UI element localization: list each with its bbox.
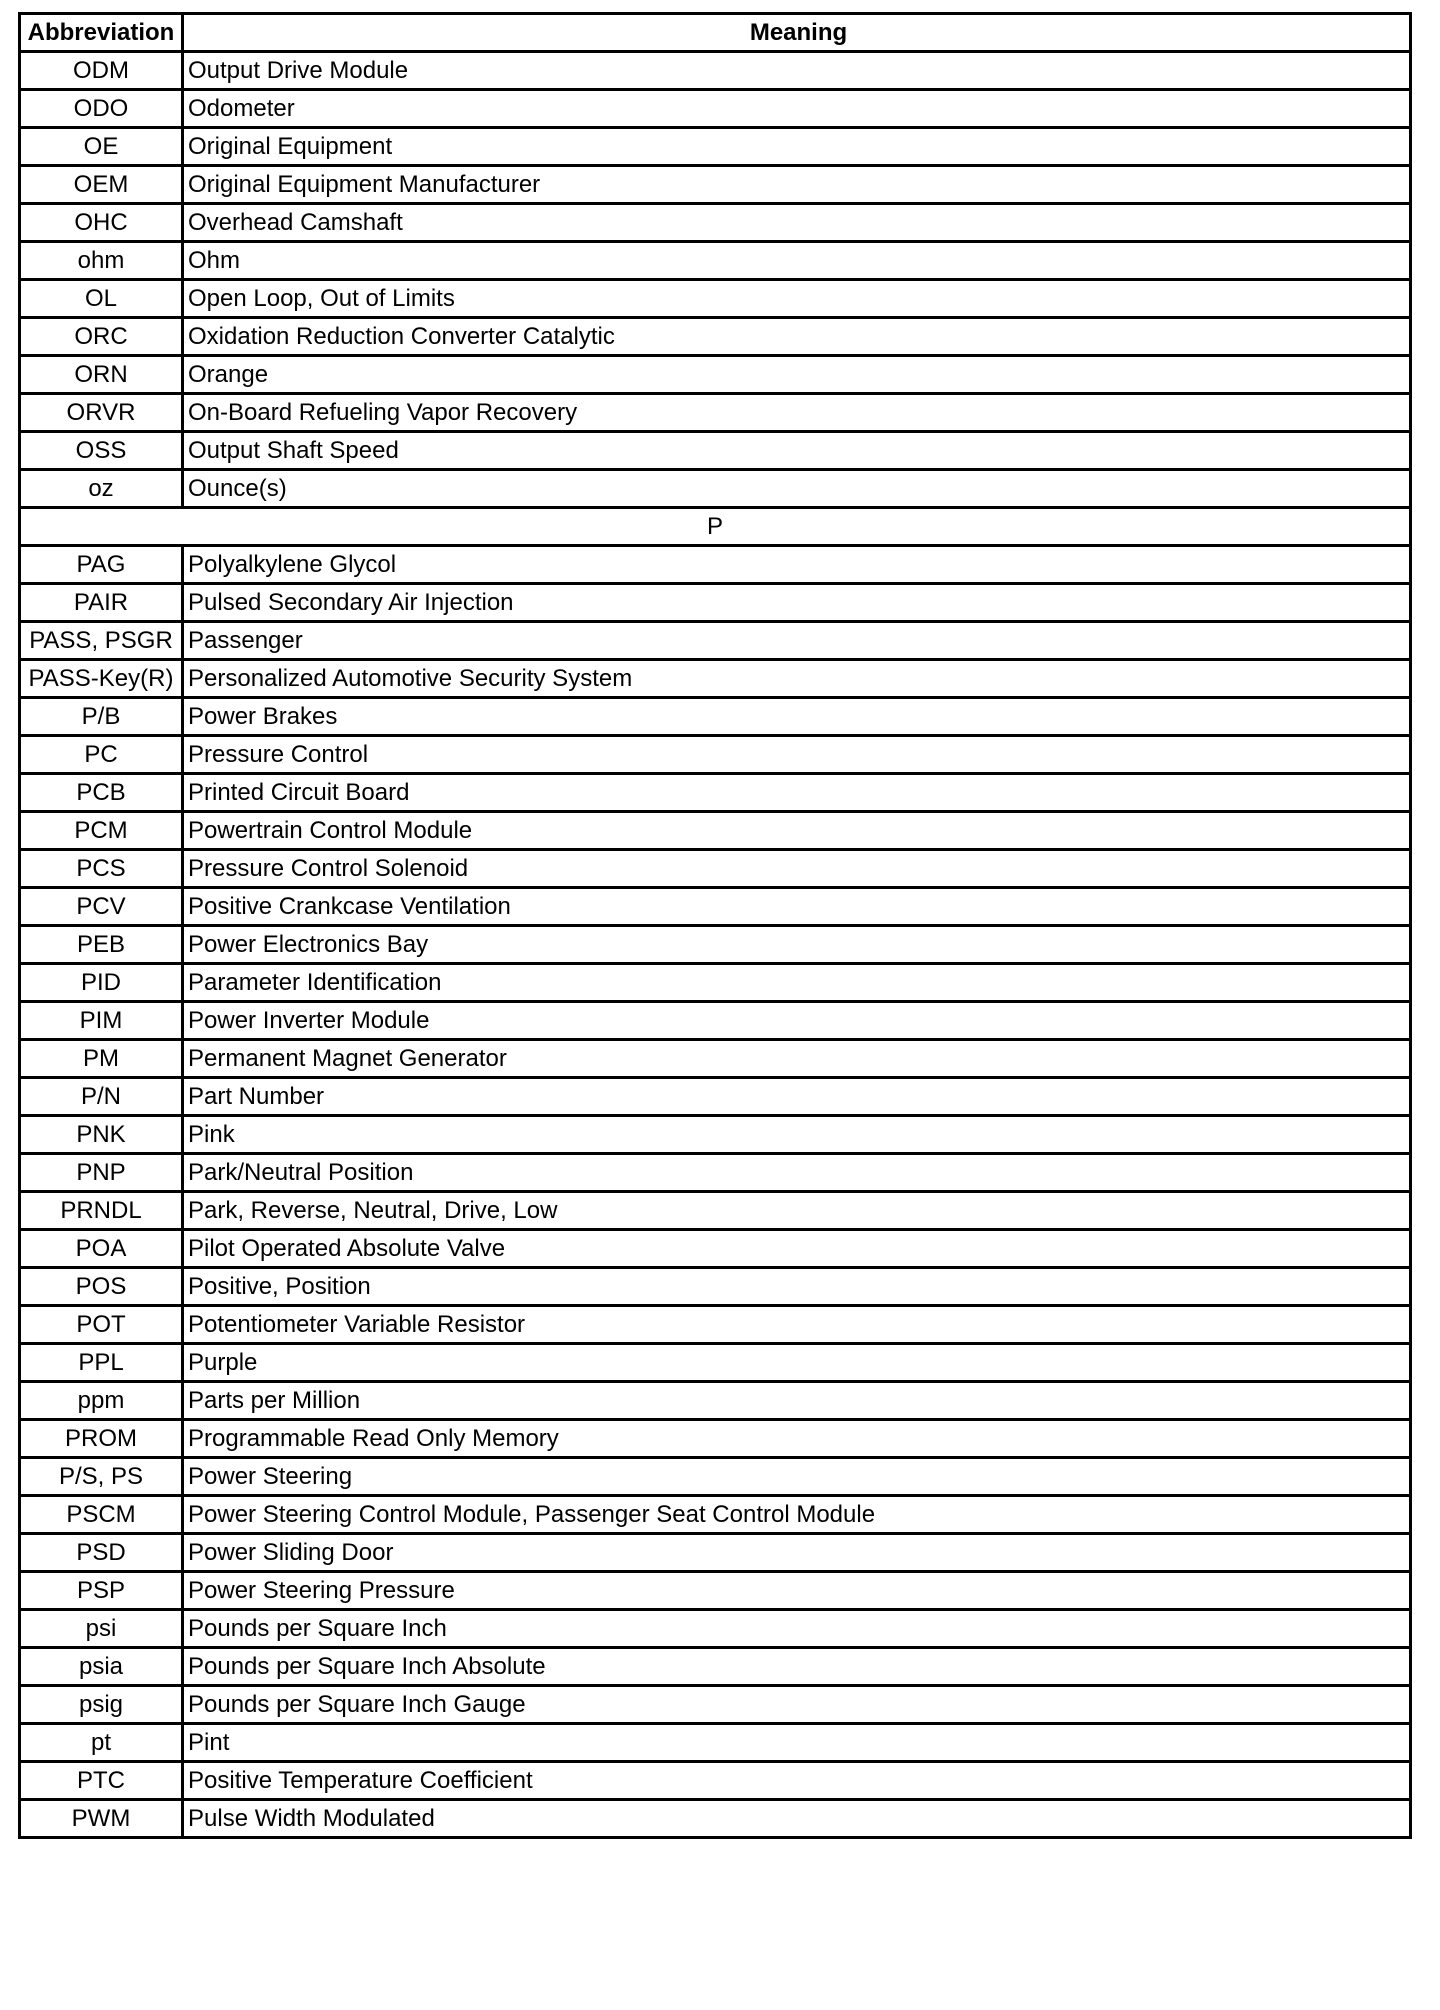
meaning-cell: Power Brakes — [183, 698, 1411, 736]
abbreviation-cell: PPL — [20, 1344, 183, 1382]
table-row — [20, 1420, 1411, 1458]
table-row — [20, 394, 1411, 432]
meaning-cell: Parameter Identification — [183, 964, 1411, 1002]
meaning-cell: Potentiometer Variable Resistor — [183, 1306, 1411, 1344]
meaning-cell: Power Steering — [183, 1458, 1411, 1496]
abbreviation-cell: PCV — [20, 888, 183, 926]
abbreviation-cell: psi — [20, 1610, 183, 1648]
abbreviation-cell: PCM — [20, 812, 183, 850]
table-row — [20, 128, 1411, 166]
table-row — [20, 1154, 1411, 1192]
meaning-cell: Park/Neutral Position — [183, 1154, 1411, 1192]
meaning-cell: Pulse Width Modulated — [183, 1800, 1411, 1838]
abbreviation-cell: ppm — [20, 1382, 183, 1420]
table-row — [20, 926, 1411, 964]
meaning-cell: Polyalkylene Glycol — [183, 546, 1411, 584]
meaning-cell: Part Number — [183, 1078, 1411, 1116]
abbreviation-cell: ORC — [20, 318, 183, 356]
table-row — [20, 1686, 1411, 1724]
abbreviation-cell: PSCM — [20, 1496, 183, 1534]
abbreviation-cell: PM — [20, 1040, 183, 1078]
meaning-cell: Park, Reverse, Neutral, Drive, Low — [183, 1192, 1411, 1230]
meaning-cell: Positive, Position — [183, 1268, 1411, 1306]
abbreviation-cell: PCB — [20, 774, 183, 812]
meaning-cell: Pilot Operated Absolute Valve — [183, 1230, 1411, 1268]
abbreviation-cell: PNP — [20, 1154, 183, 1192]
meaning-cell: Power Steering Pressure — [183, 1572, 1411, 1610]
abbreviation-cell: POT — [20, 1306, 183, 1344]
table-row — [20, 622, 1411, 660]
abbreviation-cell: PIM — [20, 1002, 183, 1040]
abbreviation-cell: PTC — [20, 1762, 183, 1800]
table-row — [20, 1800, 1411, 1838]
meaning-cell: Odometer — [183, 90, 1411, 128]
abbreviation-cell: OSS — [20, 432, 183, 470]
section-header-row — [20, 508, 1411, 546]
table-row — [20, 1724, 1411, 1762]
table-row — [20, 432, 1411, 470]
meaning-cell: Positive Crankcase Ventilation — [183, 888, 1411, 926]
abbreviation-cell: POA — [20, 1230, 183, 1268]
abbreviation-cell: PSP — [20, 1572, 183, 1610]
meaning-cell: Oxidation Reduction Converter Catalytic — [183, 318, 1411, 356]
abbreviation-cell: PASS, PSGR — [20, 622, 183, 660]
table-row — [20, 1382, 1411, 1420]
table-row — [20, 1344, 1411, 1382]
table-row — [20, 204, 1411, 242]
meaning-cell: Open Loop, Out of Limits — [183, 280, 1411, 318]
abbreviation-column-header: Abbreviation — [20, 14, 183, 52]
meaning-cell: Original Equipment — [183, 128, 1411, 166]
table-row — [20, 1268, 1411, 1306]
table-row — [20, 1496, 1411, 1534]
abbreviation-cell: PAG — [20, 546, 183, 584]
table-row — [20, 280, 1411, 318]
meaning-cell: Personalized Automotive Security System — [183, 660, 1411, 698]
table-row — [20, 812, 1411, 850]
meaning-cell: Orange — [183, 356, 1411, 394]
table-row — [20, 166, 1411, 204]
meaning-cell: Pint — [183, 1724, 1411, 1762]
table-row — [20, 1040, 1411, 1078]
abbreviation-cell: PC — [20, 736, 183, 774]
abbreviation-cell: PEB — [20, 926, 183, 964]
meaning-cell: On-Board Refueling Vapor Recovery — [183, 394, 1411, 432]
table-row — [20, 736, 1411, 774]
table-row — [20, 964, 1411, 1002]
meaning-cell: Pulsed Secondary Air Injection — [183, 584, 1411, 622]
abbreviation-cell: ODM — [20, 52, 183, 90]
table-row — [20, 888, 1411, 926]
table-row — [20, 1002, 1411, 1040]
abbreviation-cell: P/B — [20, 698, 183, 736]
table-row — [20, 318, 1411, 356]
abbreviation-cell: oz — [20, 470, 183, 508]
meaning-cell: Power Inverter Module — [183, 1002, 1411, 1040]
abbreviation-cell: PCS — [20, 850, 183, 888]
meaning-cell: Parts per Million — [183, 1382, 1411, 1420]
table-row — [20, 242, 1411, 280]
meaning-cell: Pounds per Square Inch Absolute — [183, 1648, 1411, 1686]
table-row — [20, 1078, 1411, 1116]
abbreviation-cell: OE — [20, 128, 183, 166]
abbreviation-cell: ORN — [20, 356, 183, 394]
meaning-cell: Power Steering Control Module, Passenger Seat Control Module — [183, 1496, 1411, 1534]
abbreviation-cell: PID — [20, 964, 183, 1002]
abbreviation-table — [18, 12, 1412, 1839]
table-row — [20, 356, 1411, 394]
abbreviation-cell: OL — [20, 280, 183, 318]
abbreviation-cell: PRNDL — [20, 1192, 183, 1230]
meaning-cell: Positive Temperature Coefficient — [183, 1762, 1411, 1800]
meaning-cell: Original Equipment Manufacturer — [183, 166, 1411, 204]
table-row — [20, 660, 1411, 698]
table-row — [20, 470, 1411, 508]
abbreviation-cell: P/S, PS — [20, 1458, 183, 1496]
table-row — [20, 1230, 1411, 1268]
table-header — [20, 14, 1411, 52]
table-body — [20, 52, 1411, 1838]
table-row — [20, 1192, 1411, 1230]
abbreviation-cell: OHC — [20, 204, 183, 242]
meaning-cell: Pink — [183, 1116, 1411, 1154]
meaning-cell: Pressure Control — [183, 736, 1411, 774]
table-row — [20, 1116, 1411, 1154]
table-row — [20, 1306, 1411, 1344]
abbreviation-cell: P/N — [20, 1078, 183, 1116]
table-row — [20, 1458, 1411, 1496]
abbreviation-cell: PNK — [20, 1116, 183, 1154]
abbreviation-cell: PROM — [20, 1420, 183, 1458]
abbreviation-cell: PSD — [20, 1534, 183, 1572]
table-row — [20, 90, 1411, 128]
abbreviation-cell: ORVR — [20, 394, 183, 432]
meaning-column-header: Meaning — [183, 14, 1411, 52]
table-row — [20, 1610, 1411, 1648]
meaning-cell: Permanent Magnet Generator — [183, 1040, 1411, 1078]
abbreviation-cell: PAIR — [20, 584, 183, 622]
table-row — [20, 52, 1411, 90]
table-row — [20, 1648, 1411, 1686]
meaning-cell: Ohm — [183, 242, 1411, 280]
meaning-cell: Output Shaft Speed — [183, 432, 1411, 470]
abbreviation-cell: PWM — [20, 1800, 183, 1838]
abbreviation-cell: psig — [20, 1686, 183, 1724]
abbreviation-cell: ohm — [20, 242, 183, 280]
meaning-cell: Output Drive Module — [183, 52, 1411, 90]
meaning-cell: Programmable Read Only Memory — [183, 1420, 1411, 1458]
section-letter: P — [20, 508, 1411, 546]
abbreviation-cell: PASS-Key(R) — [20, 660, 183, 698]
meaning-cell: Powertrain Control Module — [183, 812, 1411, 850]
meaning-cell: Ounce(s) — [183, 470, 1411, 508]
table-row — [20, 584, 1411, 622]
table-row — [20, 774, 1411, 812]
table-row — [20, 1534, 1411, 1572]
abbreviation-cell: OEM — [20, 166, 183, 204]
meaning-cell: Pressure Control Solenoid — [183, 850, 1411, 888]
meaning-cell: Overhead Camshaft — [183, 204, 1411, 242]
abbreviation-cell: pt — [20, 1724, 183, 1762]
abbreviation-cell: ODO — [20, 90, 183, 128]
meaning-cell: Passenger — [183, 622, 1411, 660]
meaning-cell: Pounds per Square Inch Gauge — [183, 1686, 1411, 1724]
meaning-cell: Power Sliding Door — [183, 1534, 1411, 1572]
meaning-cell: Purple — [183, 1344, 1411, 1382]
table-row — [20, 1762, 1411, 1800]
table-row — [20, 546, 1411, 584]
meaning-cell: Pounds per Square Inch — [183, 1610, 1411, 1648]
table-row — [20, 698, 1411, 736]
header-row — [20, 14, 1411, 52]
table-row — [20, 850, 1411, 888]
meaning-cell: Power Electronics Bay — [183, 926, 1411, 964]
abbreviation-cell: psia — [20, 1648, 183, 1686]
meaning-cell: Printed Circuit Board — [183, 774, 1411, 812]
table-row — [20, 1572, 1411, 1610]
abbreviation-cell: POS — [20, 1268, 183, 1306]
